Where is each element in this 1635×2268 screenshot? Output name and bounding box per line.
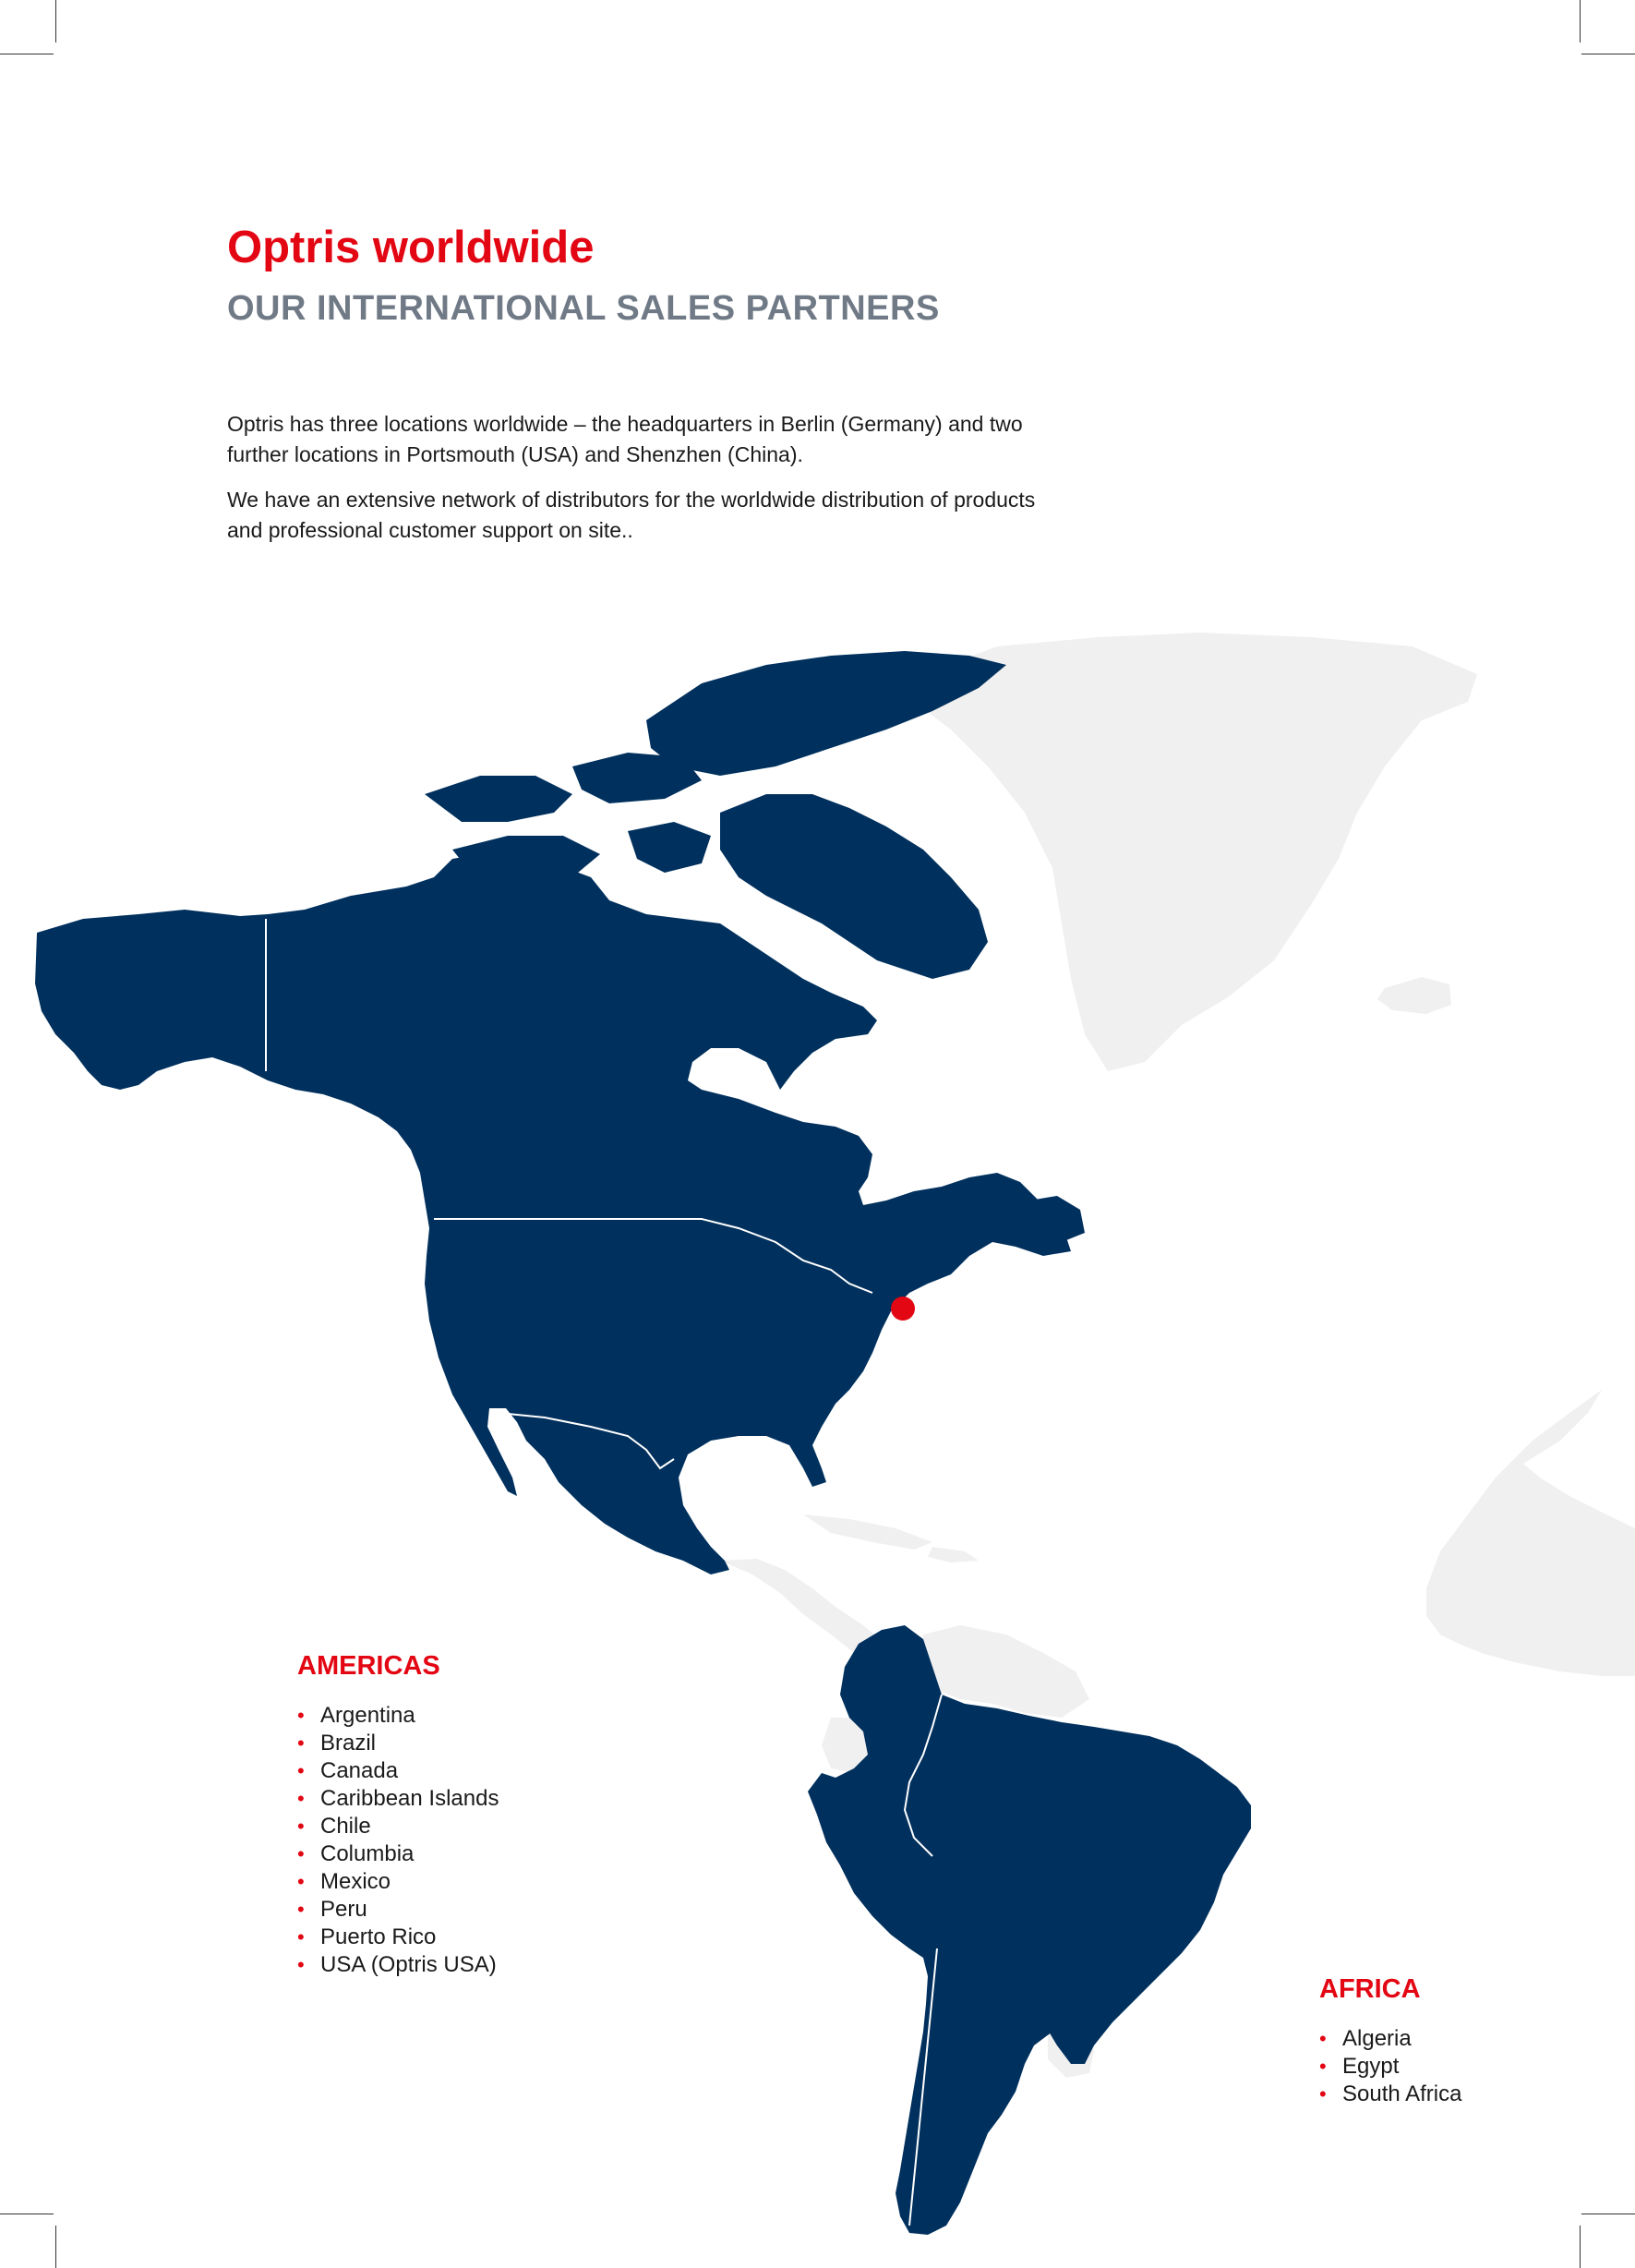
country-item: • Puerto Rico — [297, 1924, 499, 1951]
iceland-shape — [1377, 977, 1451, 1014]
region-americas-list — [297, 1702, 499, 1979]
arctic-island-2-shape — [572, 753, 702, 803]
country-item: • USA (Optris USA) — [297, 1951, 499, 1979]
region-americas-heading: AMERICAS — [297, 1651, 440, 1681]
region-americas — [297, 1653, 499, 1979]
south-america-shape — [808, 1625, 1251, 2235]
country-item: • Argentina — [297, 1702, 499, 1730]
country-item: • Chile — [297, 1813, 499, 1840]
arctic-island-1-shape — [425, 776, 572, 822]
caribbean-hispaniola-shape — [928, 1547, 979, 1562]
intro-paragraph-2: We have an extensive network of distributors for the worldwide distribution of products and professional customer support on site.. — [227, 488, 1036, 542]
arctic-island-4-shape — [628, 822, 711, 873]
country-item: • Canada — [297, 1757, 499, 1785]
region-africa — [1319, 1976, 1461, 2108]
country-item: • South Africa — [1319, 2081, 1461, 2108]
location-marker[interactable] — [891, 1297, 915, 1321]
country-item: • Mexico — [297, 1868, 499, 1896]
region-africa-heading: AFRICA — [1319, 1974, 1421, 2004]
country-item: • Columbia — [297, 1840, 499, 1868]
country-item: • Egypt — [1319, 2053, 1461, 2081]
page-title: Optris worldwide — [227, 223, 595, 272]
africa-west-shape — [1426, 1390, 1635, 1676]
country-item: • Peru — [297, 1896, 499, 1924]
caribbean-cuba-shape — [803, 1514, 932, 1550]
country-item: • Brazil — [297, 1730, 499, 1757]
region-africa-list — [1319, 2025, 1461, 2108]
country-item: • Caribbean Islands — [297, 1785, 499, 1813]
country-item: • Algeria — [1319, 2025, 1461, 2053]
page-subtitle: OUR INTERNATIONAL SALES PARTNERS — [227, 289, 940, 328]
intro-paragraph-1: Optris has three locations worldwide – the headquarters in Berlin (Germany) and two further locations in Portsmouth (USA) and Shenzhen (China). — [227, 412, 1023, 466]
